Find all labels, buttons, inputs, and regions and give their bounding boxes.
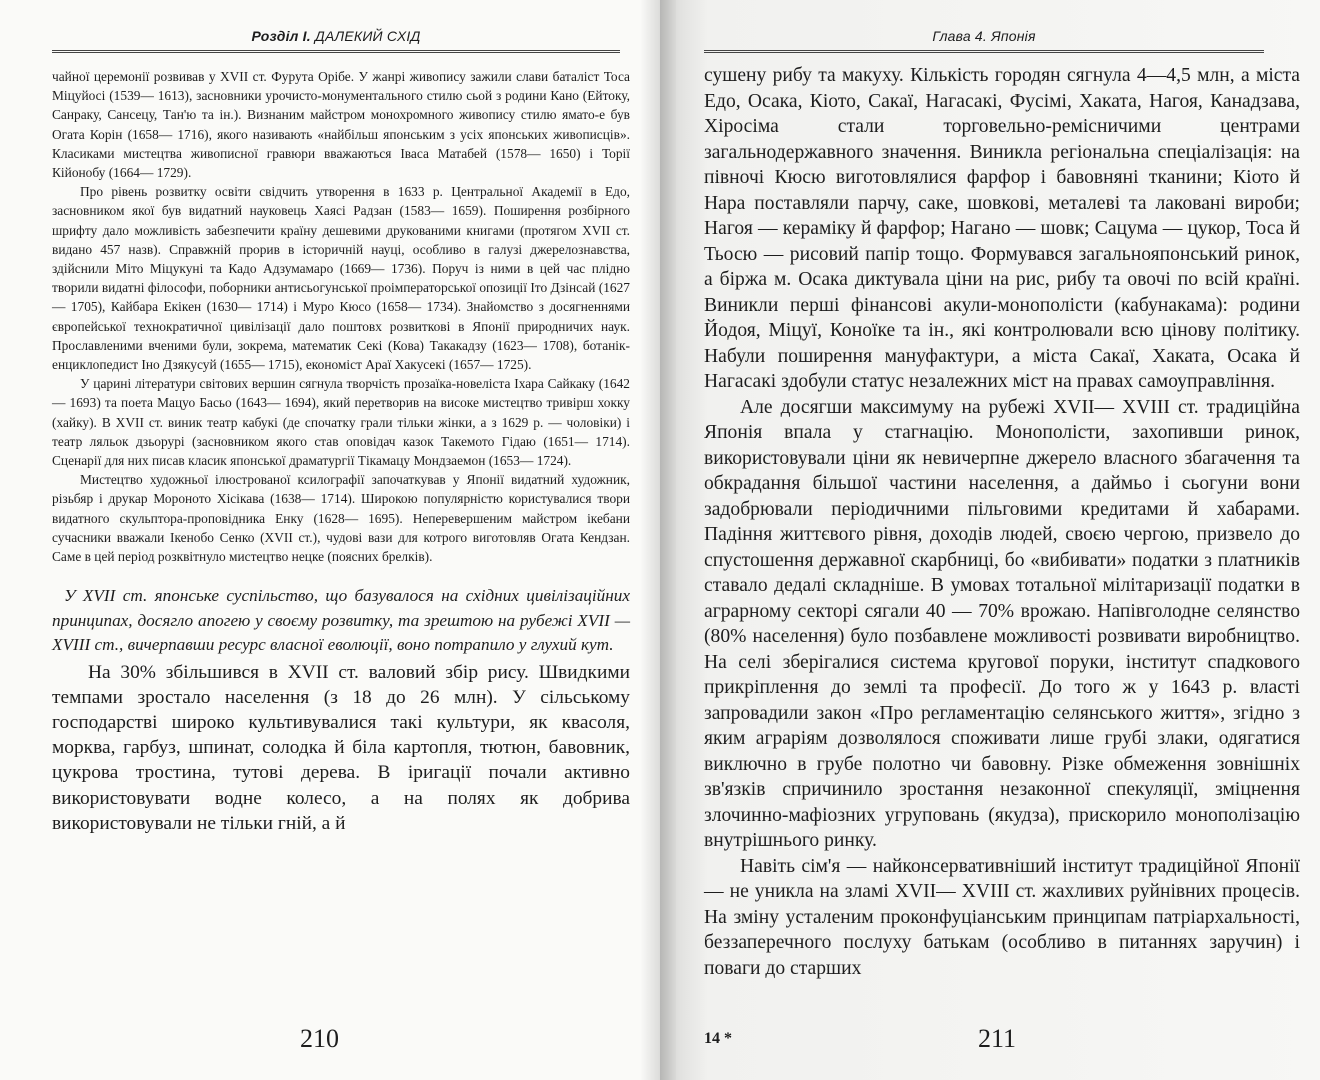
right-page: [660, 0, 1320, 1080]
paragraph: На 30% збільшився в XVII ст. валовий збір рису. Швидкими темпами зростало населення (з 18 до 26 млн). У сільському господарстві широко культивувалися такі культури, як квасоля, морква, гарбуз, шпинат, солодка й біла картопля, тютюн, бавовник, цукрова тростина, тутові дерева. В іригації почали активно використовувати водне колесо, а на полях як добрива використовували не тільки гній, а й: [52, 662, 630, 834]
paragraph: Про рівень розвитку освіти свідчить утворення в 1633 р. Центральної Академії в Едо, засновником якої був видатний науковець Хаясі Радзан (1583— 1659). Поширення розбірного шрифту дало можливість забезпечити країну дешевими друкованими книгами (протягом XVII ст. видано 457 назв). Справжній прорив в історичній науці, особливо в галузі джерелознавства, здійснили Міто Міцукуні та Кадо Адзумамаро (1669— 1736). Поруч із ними в цей час плідно творили видатні філософи, поборники антисьогунської проімператорської опозиції Іто Дзінсай (1627— 1705), Кайбара Екікен (1630— 1714) і Муро Кюсо (1658— 1734). Знайомство з досягненнями європейської технократичної цивілізації дало поштовх розвиткові в Японії природничих наук. Прославленими вченими були, зокрема, математик Секі (Кова) Такакадзу (1623— 1708), ботанік-енциклопедист Іно Дзякусуй (1655— 1715), економіст Араї Хакусекі (1657— 1725).: [52, 184, 630, 373]
paragraph: сушену рибу та макуху. Кількість городян сягнула 4—4,5 млн, а міста Едо, Осака, Кіото, Сакаї, Нагасакі, Фусімі, Хаката, Нагоя, Канадзава, Хіросіма стали торговельно-ремісничими центрами загальнодержавного значення. Виникла регіональна спеціалізація: на півночі Кюсю виготовлялися фарфор і бавовняні тканини; Кіото й Нара поставляли парчу, саке, шовкові, металеві та лаковані вироби; Нагоя — кераміку й фарфор; Нагано — шовк; Сацума — цукор, Тоса й Тьосю — рисовий папір тощо. Формувався загальнояпонський ринок, а біржа м. Осака диктувала ціни на рис, рибу та овочі по всій країні. Виникли перші фінансові акули-монополісти (кабунакама): родини Йодоя, Міцуї, Коноїке та ін., які контролювали всю цінову політику. Набули поширення мануфактури, а міста Сакаї, Хаката, Осака й Нагасакі здобули статус незалежних міст на правах самоуправління.: [704, 65, 1300, 392]
right-running-head: Глава 4. Японія: [704, 28, 1264, 53]
page-number-right: 211: [978, 1024, 1017, 1053]
paragraph: У царині літератури світових вершин сягнула творчість прозаїка-новеліста Іхара Сайкаку (1642— 1693) та поета Мацуо Басьо (1643— 1694), який перетворив на високе мистецтво тривірш хокку (хайку). В XVII ст. виник театр кабукі (де спочатку грали тільки жінки, а з 1629 р. — чоловіки) і театр ляльок дзьорурі (засновником якого став оповідач казок Такемото Гідаю (1651— 1714). Сценарії для них писав класик японської драматургії Тікамацу Мондзаемон (1653— 1724).: [52, 376, 630, 469]
summary-paragraph: У XVII ст. японське суспільство, що базувалося на східних цивілізаційних принципах, досягло апогею у своєму розвитку, та зрештою на рубежі XVII — XVIII ст., вичерпавши ресурс власної еволюції, воно потрапило у глухий кут.: [52, 586, 630, 655]
running-head-section: Розділ І.: [251, 28, 311, 44]
signature-mark: 14 *: [704, 1030, 732, 1047]
page-number-left: 210: [300, 1024, 339, 1053]
left-small-text: [52, 67, 630, 566]
running-head-title: ДАЛЕКИЙ СХІД: [310, 28, 421, 44]
right-body-text: [704, 63, 1300, 981]
paragraph: чайної церемонії розвивав у XVII ст. Фурута Орібе. У жанрі живопису зажили слави баталіст Тоса Міцуйосі (1539— 1613), засновники урочисто-монументального стилю сьой з родини Кано (Ейтоку, Санраку, Сансецу, Тан'ю та ін.). Визнаним майстром монохромного живопису стилю ямато-е був Огата Корін (1658— 1716), якого називають «найбільш японським з усіх японських живописців». Класиками мистецтва живописної гравюри вважаються Іваса Матабей (1578— 1650) і Торії Кійонобу (1664— 1729).: [52, 69, 630, 181]
paragraph: Але досягши максимуму на рубежі XVII— XVIII ст. традиційна Японія впала у стагнацію. Монополісти, захопивши ринок, використовували ціни як невичерпне джерело власного збагачення та обкрадання більшої частини населення, а даймьо і сьогуни вони задобрювали періодичними пільговими кредитами й хабарами. Падіння життєвого рівня, доходів людей, своєю чергою, призвело до спустошення державної скарбниці, бо «вибивати» податки з платників ставало дедалі складніше. В умовах тотальної мілітаризації податки в аграрному секторі сягали 40 — 70% врожаю. Напівголодне селянство (80% населення) було позбавлене можливості розвивати виробництво. На селі зберігалися система кругової поруки, інститут спадкового прикріплення до землі та професії. До того ж у 1643 р. власті запровадили закон «Про регламентацію селянського життя», згідно з яким аграріям дозволялося споживати лише грубі злаки, одягатися виключно в грубе полотно чи бавовну. Різке обмеження зовнішніх зв'язків спричинило зростання незаконної спекуляції, зміцнення злочинно-мафіозних угруповань (якудза), прискорило монополізацію внутрішнього ринку.: [704, 396, 1300, 851]
paragraph: Навіть сім'я — найконсервативніший інститут традиційної Японії — не уникла на зламі XVII— XVIII ст. жахливих руйнівних процесів. На зміну усталеним проконфуціанським принципам патріархальності, беззаперечного послуху батькам (особливо в питаннях заручин) і поваги до старших: [704, 855, 1300, 979]
left-large-text: [52, 660, 630, 836]
left-running-head: [52, 28, 620, 53]
paragraph: Мистецтво художньої ілюстрованої ксилографії започаткував у Японії видатний художник, різьбяр і друкар Мороното Хісікава (1638— 1714). Широкою популярністю користувалися твори видатного скульптора-проповідника Енку (1628— 1695). Неперевершеним майстром ікебани сучасники вважали Ікенобо Сенко (XVII ст.), чудові вази для котрого виготовляв Огата Кендзан. Саме в цей період розквітнуло мистецтво нецке (поясних брелків).: [52, 472, 630, 565]
